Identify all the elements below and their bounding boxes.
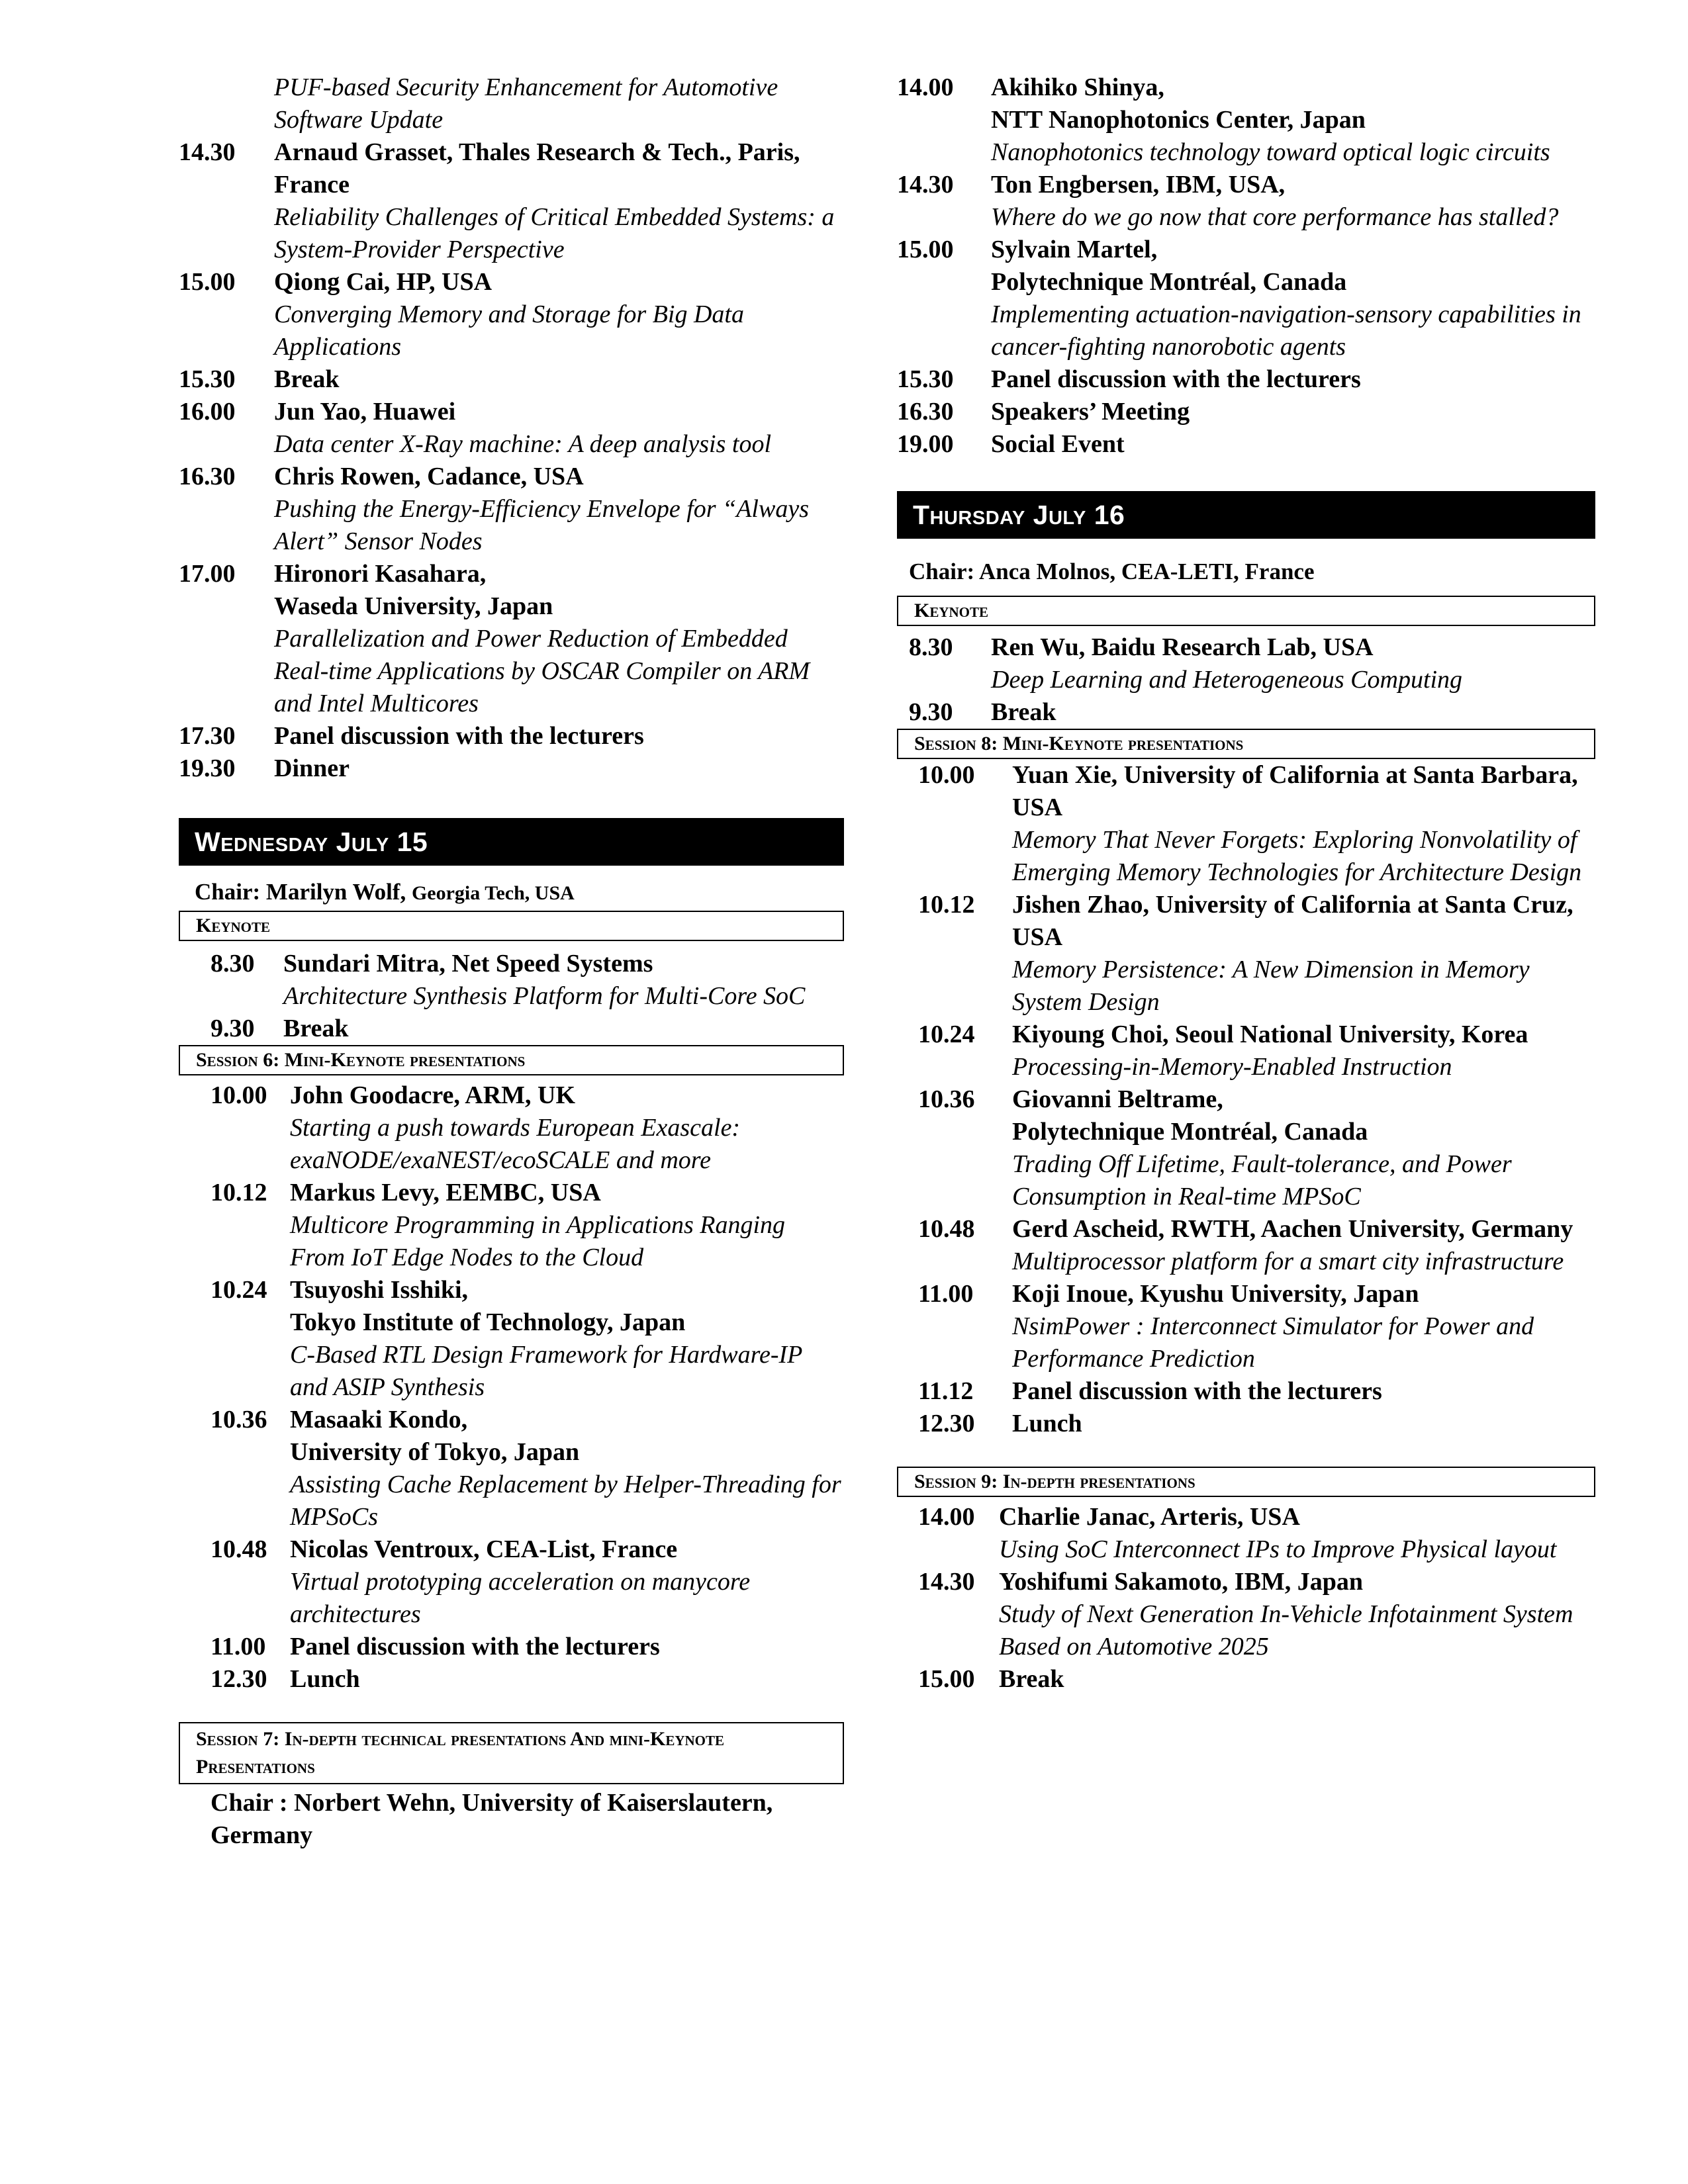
entry-title: Processing-in-Memory-Enabled Instruction [1012, 1053, 1452, 1081]
thursday-chair: Chair: Anca Molnos, CEA-LETI, France [909, 559, 1315, 584]
entry-speaker: Masaaki Kondo, University of Tokyo, Japan [290, 1406, 580, 1466]
entry-title: Starting a push towards European Exascale: exaNODE/exaNEST/ecoSCALE and more [290, 1114, 741, 1174]
entry-title: Memory That Never Forgets: Exploring Nonvolatility of Emerging Memory Technologies for Architecture Design [1012, 826, 1582, 886]
entry-body [283, 948, 844, 1013]
entry-body [1012, 1278, 1595, 1375]
entry-speaker: Yoshifumi Sakamoto, IBM, Japan [999, 1568, 1364, 1596]
entry-time: 8.30 [909, 633, 953, 661]
entry-time: 14.30 [179, 138, 236, 166]
entry-time: 10.36 [211, 1406, 267, 1433]
entry-title: Pushing the Energy-Efficiency Envelope for “Always Alert” Sensor Nodes [274, 495, 809, 555]
keynote-box: Keynote [897, 596, 1595, 626]
entry-time: 14.00 [897, 73, 954, 101]
entry-body [991, 71, 1595, 169]
schedule-entry [918, 1501, 1595, 1566]
schedule-entry [211, 1079, 844, 1177]
entry-time: 16.30 [897, 398, 954, 426]
schedule-entry [179, 720, 844, 752]
entry-body [991, 234, 1595, 363]
entry-speaker: Break [274, 365, 340, 393]
entry-title: Deep Learning and Heterogeneous Computing [991, 666, 1463, 694]
entry-body [991, 631, 1595, 696]
entry-speaker: Kiyoung Choi, Seoul National University, Korea [1012, 1021, 1528, 1048]
entry-speaker: Arnaud Grasset, Thales Research & Tech., Paris, France [274, 138, 800, 199]
session-7-chair: Chair : Norbert Wehn, University of Kaiserslautern, Germany [211, 1789, 773, 1849]
entry-speaker: Qiong Cai, HP, USA [274, 268, 492, 296]
entry-body [991, 696, 1595, 729]
entry-speaker: Ren Wu, Baidu Research Lab, USA [991, 633, 1374, 661]
entry-title: PUF-based Security Enhancement for Automotive Software Update [274, 73, 778, 134]
entry-title: Nanophotonics technology toward optical logic circuits [991, 138, 1550, 166]
entry-body [1012, 1408, 1595, 1440]
entry-body [290, 1274, 844, 1404]
entry-speaker: Giovanni Beltrame, Polytechnique Montréal, Canada [1012, 1085, 1368, 1146]
entry-speaker: Jun Yao, Huawei [274, 398, 456, 426]
session-9-box: Session 9: In-depth presentations [897, 1467, 1595, 1497]
entry-title: C-Based RTL Design Framework for Hardware-IP and ASIP Synthesis [290, 1341, 802, 1401]
entry-title: Implementing actuation-navigation-sensory capabilities in cancer-fighting nanorobotic agents [991, 300, 1581, 361]
session-7-box: Session 7: In-depth technical presentations And mini-Keynote Presentations [179, 1722, 844, 1784]
schedule-entry [211, 1631, 844, 1663]
entry-body [274, 136, 844, 266]
entry-body [290, 1079, 844, 1177]
entry-title: Multiprocessor platform for a smart city infrastructure [1012, 1248, 1564, 1275]
schedule-entry [909, 696, 1595, 729]
entry-time: 10.48 [211, 1535, 267, 1563]
schedule-entry [179, 752, 844, 785]
entry-body [1012, 1019, 1595, 1083]
entry-time: 17.30 [179, 722, 236, 750]
entry-speaker: Social Event [991, 430, 1125, 458]
schedule-entry [918, 1663, 1595, 1696]
entry-time: 16.30 [179, 463, 236, 490]
wednesday-chair [179, 874, 844, 911]
schedule-entry [179, 396, 844, 461]
entry-speaker: Sylvain Martel, Polytechnique Montréal, Canada [991, 236, 1347, 296]
entry-time: 10.24 [918, 1021, 975, 1048]
entry-body [274, 752, 844, 785]
session-8-box: Session 8: Mini-Keynote presentations [897, 729, 1595, 759]
entry-time: 17.00 [179, 560, 236, 588]
schedule-entry [918, 1019, 1595, 1083]
session-9-list [897, 1501, 1595, 1696]
entry-speaker: Chris Rowen, Cadance, USA [274, 463, 584, 490]
entry-body [290, 1177, 844, 1274]
entry-time: 15.30 [179, 365, 236, 393]
entry-speaker: Koji Inoue, Kyushu University, Japan [1012, 1280, 1419, 1308]
schedule-entry [179, 71, 844, 136]
entry-time: 19.30 [179, 754, 236, 782]
keynote-list [897, 631, 1595, 729]
entry-title: Assisting Cache Replacement by Helper-Threading for MPSoCs [290, 1471, 841, 1531]
schedule-entry [897, 363, 1595, 396]
entry-speaker: Lunch [290, 1665, 360, 1693]
schedule-entry [918, 1566, 1595, 1663]
entry-body [274, 71, 844, 136]
session-6-list [179, 1079, 844, 1696]
entry-title: NsimPower : Interconnect Simulator for Power and Performance Prediction [1012, 1312, 1534, 1373]
entry-list [179, 71, 844, 785]
schedule-entry [897, 396, 1595, 428]
entry-speaker: Charlie Janac, Arteris, USA [999, 1503, 1300, 1531]
entry-title: Using SoC Interconnect IPs to Improve Physical layout [999, 1535, 1557, 1563]
entry-speaker: Markus Levy, EEMBC, USA [290, 1179, 601, 1206]
entry-body [274, 558, 844, 720]
entry-title: Reliability Challenges of Critical Embedded Systems: a System-Provider Perspective [274, 203, 835, 263]
entry-title: Study of Next Generation In-Vehicle Infotainment System Based on Automotive 2025 [999, 1600, 1573, 1661]
entry-body [1012, 1213, 1595, 1278]
entry-speaker: John Goodacre, ARM, UK [290, 1081, 576, 1109]
schedule-entry [179, 363, 844, 396]
entry-time: 10.12 [918, 891, 975, 919]
session-6-box: Session 6: Mini-Keynote presentations [179, 1045, 844, 1075]
entry-title: Where do we go now that core performance has stalled? [991, 203, 1559, 231]
schedule-entry [897, 428, 1595, 461]
entry-body [290, 1533, 844, 1631]
entry-time: 11.12 [918, 1377, 974, 1405]
entry-speaker: Break [991, 698, 1056, 726]
entry-body [283, 1013, 844, 1045]
schedule-entry [211, 1013, 844, 1045]
schedule-entry [918, 889, 1595, 1019]
entry-title: Parallelization and Power Reduction of Embedded Real-time Applications by OSCAR Compiler on ARM and Intel Multicores [274, 625, 810, 717]
entry-title: Memory Persistence: A New Dimension in Memory System Design [1012, 956, 1530, 1016]
entry-body [274, 396, 844, 461]
schedule-entry [897, 71, 1595, 169]
entry-speaker: Lunch [1012, 1410, 1082, 1437]
entry-body [290, 1404, 844, 1533]
entry-body [274, 720, 844, 752]
schedule-entry [179, 266, 844, 363]
entry-body [1012, 759, 1595, 889]
entry-speaker: Jishen Zhao, University of California at Santa Cruz, USA [1012, 891, 1573, 951]
schedule-entry [897, 234, 1595, 363]
entry-time: 12.30 [211, 1665, 267, 1693]
schedule-entry [918, 1213, 1595, 1278]
keynote-box: Keynote [179, 911, 844, 941]
thursday-header: Thursday July 16 [897, 491, 1595, 539]
schedule-entry [211, 1274, 844, 1404]
entry-speaker: Panel discussion with the lecturers [991, 365, 1361, 393]
schedule-entry [918, 759, 1595, 889]
schedule-entry [211, 1533, 844, 1631]
entry-time: 10.12 [211, 1179, 267, 1206]
entry-time: 10.36 [918, 1085, 975, 1113]
entry-body [999, 1663, 1595, 1696]
entry-time: 10.00 [211, 1081, 267, 1109]
entry-title: Converging Memory and Storage for Big Data Applications [274, 300, 744, 361]
schedule-entry [211, 948, 844, 1013]
entry-title: Architecture Synthesis Platform for Multi-Core SoC [283, 982, 806, 1010]
right-column [897, 71, 1595, 1696]
entry-time: 15.30 [897, 365, 954, 393]
entry-speaker: Hironori Kasahara, Waseda University, Japan [274, 560, 553, 620]
entry-body [1012, 1375, 1595, 1408]
entry-body [1012, 1083, 1595, 1213]
entry-time: 16.00 [179, 398, 236, 426]
entry-speaker: Panel discussion with the lecturers [1012, 1377, 1382, 1405]
entry-body [991, 169, 1595, 234]
keynote-list [179, 948, 844, 1045]
entry-speaker: Akihiko Shinya, NTT Nanophotonics Center, Japan [991, 73, 1366, 134]
schedule-entry [918, 1408, 1595, 1440]
session-8-list [897, 759, 1595, 1440]
entry-time: 10.24 [211, 1276, 267, 1304]
entry-title: Multicore Programming in Applications Ranging From IoT Edge Nodes to the Cloud [290, 1211, 785, 1271]
entry-body [991, 363, 1595, 396]
entry-time: 11.00 [918, 1280, 974, 1308]
entry-speaker: Tsuyoshi Isshiki, Tokyo Institute of Technology, Japan [290, 1276, 686, 1336]
entry-time: 12.30 [918, 1410, 975, 1437]
entry-body [274, 461, 844, 558]
entry-speaker: Yuan Xie, University of California at Santa Barbara, USA [1012, 761, 1578, 821]
entry-time: 10.00 [918, 761, 975, 789]
entry-body [999, 1501, 1595, 1566]
entry-speaker: Break [999, 1665, 1064, 1693]
entry-speaker: Dinner [274, 754, 350, 782]
entry-body [274, 266, 844, 363]
entry-body [290, 1631, 844, 1663]
entry-time: 14.00 [918, 1503, 975, 1531]
chair-affiliation: Georgia Tech, USA [411, 882, 575, 904]
entry-speaker: Ton Engbersen, IBM, USA, [991, 171, 1286, 199]
schedule-entry [918, 1278, 1595, 1375]
left-column [179, 71, 844, 1852]
chair-label: Chair: Marilyn Wolf, [195, 879, 406, 905]
entry-body [999, 1566, 1595, 1663]
schedule-entry [918, 1083, 1595, 1213]
entry-speaker: Speakers’ Meeting [991, 398, 1190, 426]
schedule-entry [211, 1177, 844, 1274]
entry-speaker: Panel discussion with the lecturers [274, 722, 644, 750]
entry-time: 15.00 [179, 268, 236, 296]
entry-time: 15.00 [918, 1665, 975, 1693]
entry-time: 9.30 [211, 1015, 255, 1042]
entry-speaker: Break [283, 1015, 349, 1042]
entry-speaker: Gerd Ascheid, RWTH, Aachen University, Germany [1012, 1215, 1573, 1243]
entry-body [290, 1663, 844, 1696]
entry-speaker: Panel discussion with the lecturers [290, 1633, 660, 1661]
entry-time: 14.30 [918, 1568, 975, 1596]
entry-time: 10.48 [918, 1215, 975, 1243]
schedule-entry [211, 1663, 844, 1696]
entry-time: 11.00 [211, 1633, 266, 1661]
entry-speaker: Sundari Mitra, Net Speed Systems [283, 950, 653, 978]
entry-title: Virtual prototyping acceleration on manycore architectures [290, 1568, 751, 1628]
schedule-entry [897, 169, 1595, 234]
entry-time: 8.30 [211, 950, 255, 978]
schedule-entry [179, 461, 844, 558]
entry-list [897, 71, 1595, 461]
entry-time: 19.00 [897, 430, 954, 458]
entry-title: Data center X-Ray machine: A deep analysis tool [274, 430, 772, 458]
schedule-entry [918, 1375, 1595, 1408]
entry-time: 14.30 [897, 171, 954, 199]
entry-title: Trading Off Lifetime, Fault-tolerance, and Power Consumption in Real-time MPSoC [1012, 1150, 1512, 1210]
entry-time: 15.00 [897, 236, 954, 263]
entry-speaker: Nicolas Ventroux, CEA-List, France [290, 1535, 678, 1563]
schedule-entry [179, 136, 844, 266]
entry-body [274, 363, 844, 396]
schedule-entry [211, 1404, 844, 1533]
entry-body [1012, 889, 1595, 1019]
entry-body [991, 396, 1595, 428]
wednesday-header: Wednesday July 15 [179, 818, 844, 866]
entry-time: 9.30 [909, 698, 953, 726]
entry-body [991, 428, 1595, 461]
schedule-entry [179, 558, 844, 720]
schedule-entry [909, 631, 1595, 696]
